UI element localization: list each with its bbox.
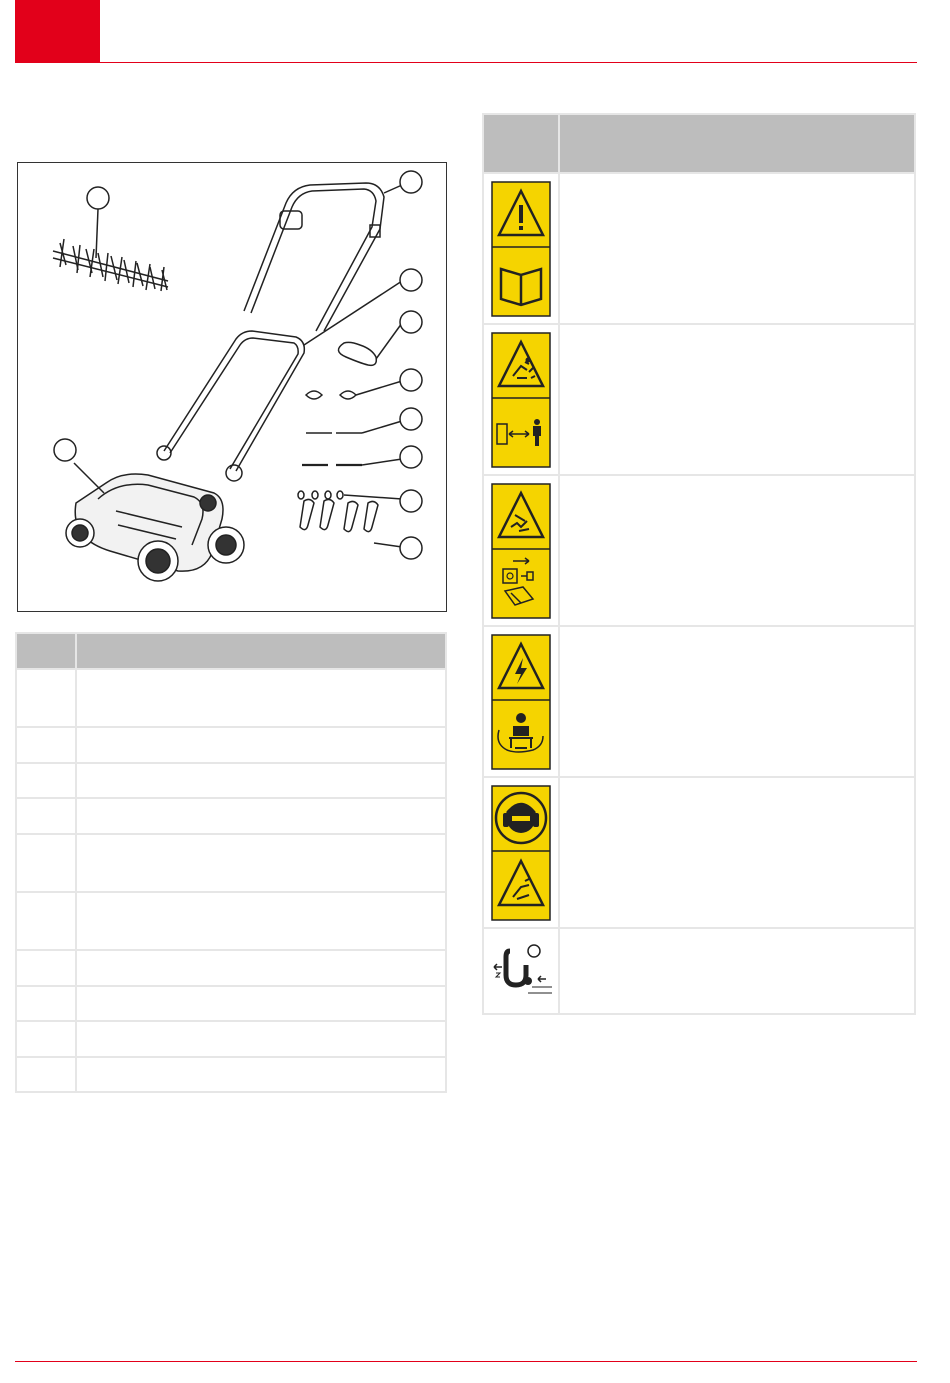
switch-operation-icon xyxy=(488,941,554,1001)
part-number xyxy=(16,727,76,763)
clamping-levers xyxy=(300,499,378,531)
part-description xyxy=(76,1057,446,1092)
part-number xyxy=(16,798,76,834)
flying-debris-keep-distance-icon xyxy=(491,332,551,468)
table-row xyxy=(16,669,446,727)
symbols-table xyxy=(482,113,916,1015)
part-description xyxy=(76,986,446,1021)
wear-protection-icon xyxy=(491,785,551,921)
electric-shock-cable-icon xyxy=(491,634,551,770)
table-row xyxy=(483,626,915,777)
machine-body xyxy=(66,474,244,581)
table-row xyxy=(16,763,446,798)
part-description xyxy=(76,1021,446,1057)
table-row xyxy=(483,928,915,1014)
part-description xyxy=(76,834,446,892)
part-number xyxy=(16,1057,76,1092)
table-row xyxy=(16,950,446,986)
part-number xyxy=(16,986,76,1021)
table-row xyxy=(16,1057,446,1092)
part-number xyxy=(16,834,76,892)
table-row xyxy=(483,173,915,324)
parts-illustration xyxy=(18,163,446,611)
table-row xyxy=(16,798,446,834)
table-row xyxy=(16,892,446,950)
table-row xyxy=(16,834,446,892)
part-description xyxy=(76,892,446,950)
part-description xyxy=(76,669,446,727)
table-row xyxy=(483,324,915,475)
parts-table-header-desc xyxy=(76,633,446,669)
scarifier-roller xyxy=(53,239,168,291)
parts-figure xyxy=(17,162,447,612)
part-number xyxy=(16,950,76,986)
lower-handle xyxy=(157,331,304,481)
table-row xyxy=(483,777,915,928)
table-row xyxy=(483,475,915,626)
part-description xyxy=(76,727,446,763)
cable-clips xyxy=(306,391,356,399)
part-number xyxy=(16,669,76,727)
top-divider xyxy=(15,62,917,63)
parts-table xyxy=(15,632,447,1093)
part-description xyxy=(76,950,446,986)
symbol-description xyxy=(559,173,915,324)
symbol-description xyxy=(559,626,915,777)
table-row xyxy=(16,1021,446,1057)
part-description xyxy=(76,798,446,834)
table-row xyxy=(16,727,446,763)
cable-strain-relief xyxy=(338,342,376,365)
symbols-table-header-meaning xyxy=(559,114,915,173)
part-description xyxy=(76,763,446,798)
bottom-divider xyxy=(15,1361,917,1362)
symbols-table-header-symbol xyxy=(483,114,559,173)
symbol-description xyxy=(559,777,915,928)
warning-read-manual-icon xyxy=(491,181,551,317)
part-number xyxy=(16,763,76,798)
table-row xyxy=(16,986,446,1021)
washers-and-nuts xyxy=(298,491,343,499)
symbol-description xyxy=(559,475,915,626)
symbol-description xyxy=(559,928,915,1014)
rotating-blades-unplug-icon xyxy=(491,483,551,619)
symbol-description xyxy=(559,324,915,475)
part-number xyxy=(16,892,76,950)
chapter-tab xyxy=(15,0,100,62)
upper-handle xyxy=(244,183,384,331)
parts-table-header-no xyxy=(16,633,76,669)
part-number xyxy=(16,1021,76,1057)
